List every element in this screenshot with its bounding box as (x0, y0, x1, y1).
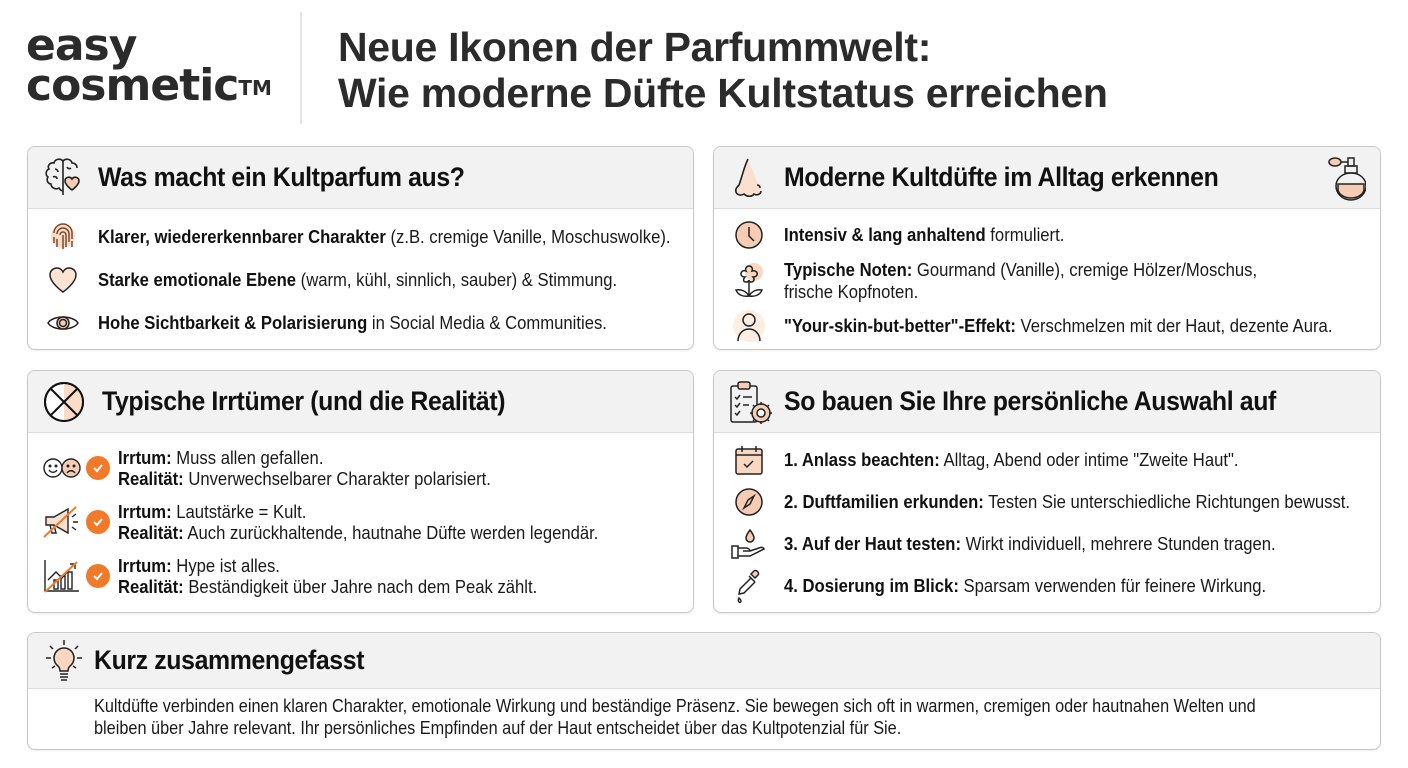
reality-label: Realität: (118, 522, 184, 543)
summary-line1: Kultdüfte verbinden einen klaren Charakter, emotionale Wirkung und beständige Präsenz. Sie bewegen sich oft in warmen, cremigen oder hautnahen Welten und (94, 695, 1256, 716)
card-title: Typische Irrtümer (und die Realität) (102, 386, 506, 416)
item-bold: 4. Dosierung im Blick: (784, 575, 959, 596)
item-bold: Starke emotionale Ebene (98, 268, 297, 290)
happy-sad-faces-icon (42, 450, 82, 486)
reality-label: Realität: (118, 468, 184, 489)
list-item (730, 481, 1366, 523)
item-text: Testen Sie unterschiedliche Richtungen bewusst. (983, 491, 1351, 512)
card-title: So bauen Sie Ihre persönliche Auswahl auf (784, 386, 1276, 416)
myth-text: Hype ist alles. (171, 555, 280, 576)
fingerprint-icon (44, 219, 82, 255)
myth-label: Irrtum: (118, 447, 172, 468)
item-bold: 2. Duftfamilien erkunden: (784, 491, 984, 512)
card-title: Moderne Kultdüfte im Alltag erkennen (784, 162, 1219, 192)
item-bold: "Your-skin-but-better"-Effekt: (784, 315, 1016, 336)
x-circle-icon (40, 378, 88, 426)
item-bold: Klarer, wiedererkennbarer Charakter (98, 225, 386, 247)
card-header (28, 147, 693, 209)
item-text: formuliert. (985, 224, 1065, 245)
logo (26, 20, 272, 111)
perfume-bottle-icon (1326, 155, 1366, 208)
logo-trademark: TM (238, 76, 272, 100)
brain-heart-icon (40, 154, 88, 202)
list-item (44, 301, 679, 344)
header-divider (300, 12, 302, 124)
item-bold: 1. Anlass beachten: (784, 449, 940, 470)
reality-text: Beständigkeit über Jahre nach dem Peak zählt. (183, 576, 538, 597)
item-bold: Intensiv & lang anhaltend (784, 224, 986, 245)
myth-text: Lautstärke = Kult. (171, 501, 307, 522)
myth-text: Muss allen gefallen. (171, 447, 324, 468)
list-item (44, 215, 679, 258)
logo-line1: easy (26, 20, 137, 71)
check-icon (86, 456, 110, 480)
item-text: (z.B. cremige Vanille, Moschuswolke). (385, 225, 671, 247)
check-icon (86, 564, 110, 588)
list-item (730, 257, 1366, 305)
list-item (42, 549, 679, 603)
lightbulb-icon (40, 637, 88, 685)
summary-line2: bleiben über Jahre relevant. Ihr persönliches Empfinden auf der Haut entscheidet über das Kultpotenzial für Sie. (94, 717, 902, 738)
summary-text (28, 689, 1380, 739)
flower-icon (730, 263, 768, 299)
reality-label: Realität: (118, 576, 184, 597)
myth-label: Irrtum: (118, 555, 172, 576)
card-header (714, 371, 1380, 433)
hand-drop-icon (730, 526, 768, 562)
header (0, 0, 1408, 140)
heart-icon (44, 262, 82, 298)
logo-line2: cosmetic (26, 60, 239, 111)
list-item (44, 258, 679, 301)
myth-label: Irrtum: (118, 501, 172, 522)
page-title-line1: Neue Ikonen der Parfummwelt: (338, 24, 932, 70)
card-header (28, 633, 1380, 689)
card-title: Was macht ein Kultparfum aus? (98, 162, 465, 192)
card-irrtuemer (27, 370, 694, 613)
item-bold: 3. Auf der Haut testen: (784, 533, 962, 554)
list-item (730, 439, 1366, 481)
item-text: Wirkt individuell, mehrere Stunden tragen. (961, 533, 1276, 554)
nose-icon (726, 154, 774, 202)
calendar-check-icon (730, 442, 768, 478)
card-header (28, 371, 693, 433)
list-item (730, 305, 1366, 347)
page-title-line2: Wie moderne Düfte Kultstatus erreichen (338, 70, 1108, 116)
clipboard-gear-icon (726, 378, 774, 426)
eye-icon (44, 305, 82, 341)
card-title: Kurz zusammengefasst (94, 645, 365, 675)
card-fazit (27, 632, 1381, 750)
card-auswahl (713, 370, 1381, 613)
pipette-icon (730, 568, 768, 604)
item-text: in Social Media & Communities. (367, 311, 607, 333)
list-item (42, 441, 679, 495)
item-bold: Typische Noten: (784, 259, 913, 280)
reality-text: Auch zurückhaltende, hautnahe Düfte werden legendär. (183, 522, 599, 543)
list-item (730, 565, 1366, 607)
check-icon (86, 510, 110, 534)
item-text: Verschmelzen mit der Haut, dezente Aura. (1015, 315, 1333, 336)
item-bold: Hohe Sichtbarkeit & Polarisierung (98, 311, 368, 333)
item-text: Gourmand (Vanille), cremige Hölzer/Moschus, frische Kopfnoten. (784, 259, 1258, 302)
compass-icon (730, 484, 768, 520)
chart-crossed-icon (42, 558, 82, 594)
list-item (42, 495, 679, 549)
reality-text: Unverwechselbarer Charakter polarisiert. (183, 468, 491, 489)
item-text: Alltag, Abend oder intime "Zweite Haut". (939, 449, 1239, 470)
list-item (730, 523, 1366, 565)
card-kultparfum (27, 146, 694, 350)
person-icon (730, 308, 768, 344)
clock-icon (730, 217, 768, 253)
item-text: Sparsam verwenden für feinere Wirkung. (958, 575, 1267, 596)
card-alltag (713, 146, 1381, 350)
item-text: (warm, kühl, sinnlich, sauber) & Stimmung. (296, 268, 618, 290)
list-item (730, 213, 1366, 257)
page-title (338, 24, 1108, 116)
megaphone-crossed-icon (42, 504, 82, 540)
card-header (714, 147, 1380, 209)
